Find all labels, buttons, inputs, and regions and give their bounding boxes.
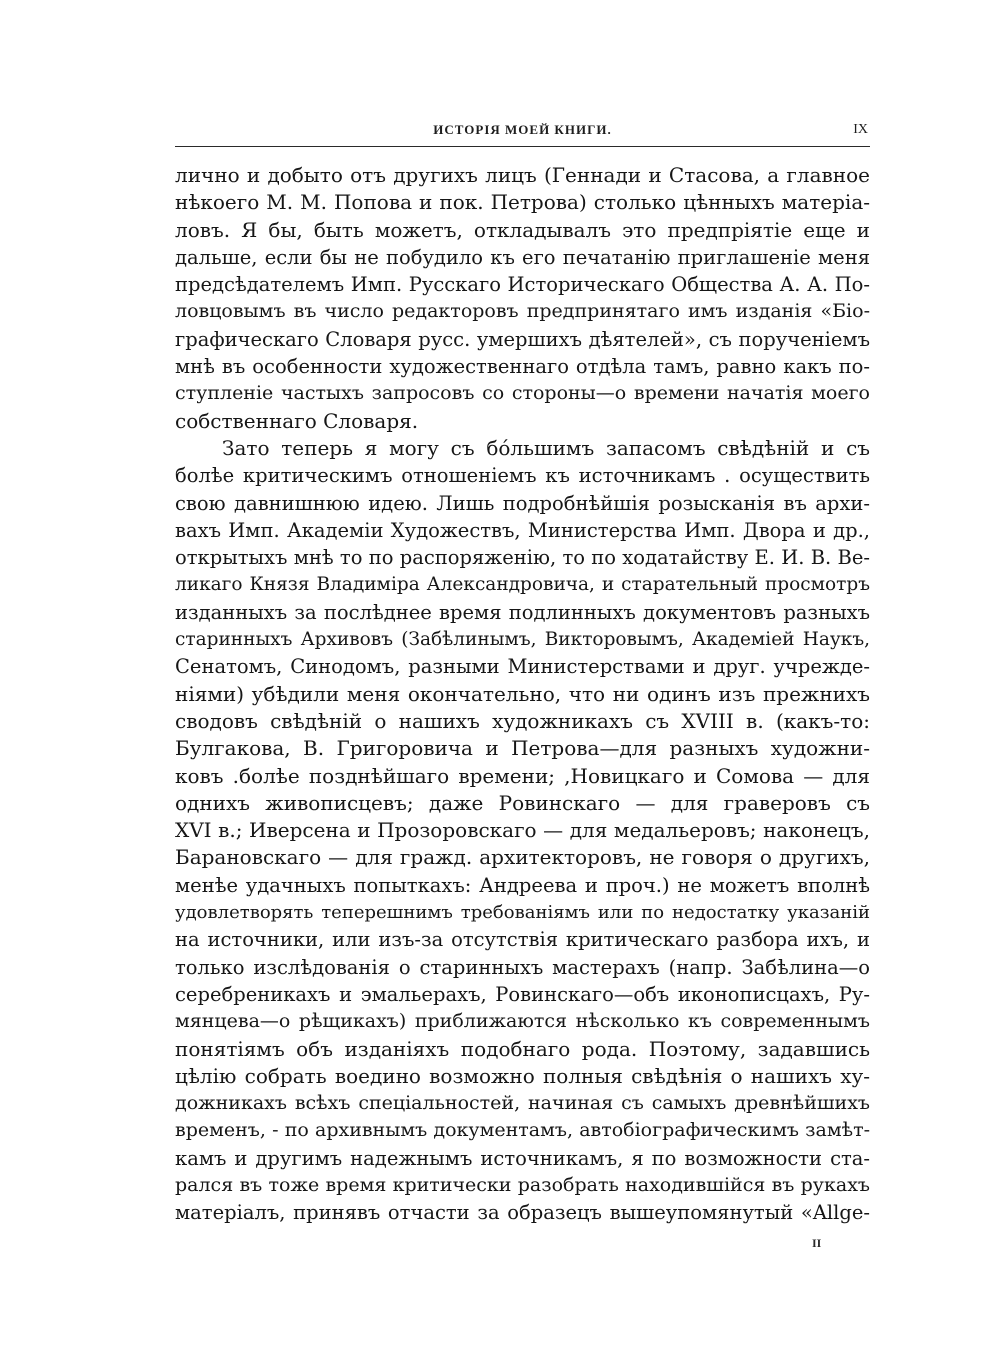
text-line-18: старинныхъ Архивовъ (Забѣлинымъ, Викторовымъ, Академіей Наукъ,	[175, 629, 870, 651]
text-line-33: понятіямъ объ изданіяхъ подобнаго рода. Поэтому, задавшись	[175, 1036, 870, 1061]
text-line-29: на источники, или изъ-за отсутствія критическаго разбора ихъ, и	[175, 928, 870, 952]
text-line-12: болѣе критическимъ отношеніемъ къ источникамъ . осуществить	[175, 464, 870, 488]
text-line-37: камъ и другимъ надежнымъ источникамъ, я по возможности ста-	[175, 1146, 870, 1170]
text-line-38: рался въ тоже время критически разобрать находившійся въ рукахъ	[175, 1173, 870, 1196]
text-line-23: ковъ .болѣе позднѣйшаго времени; ,Новицкаго и Сомова — для	[175, 763, 870, 788]
running-head	[175, 122, 870, 144]
text-line-24: однихъ живописцевъ; даже Ровинскаго — для граверовъ съ	[175, 790, 870, 815]
text-line-28: удовлетворять теперешнимъ требованіямъ или по недостатку указаній	[175, 902, 870, 924]
signature-mark: II	[812, 1236, 822, 1250]
text-line-25: XVI в.; Иверсена и Прозоровскаго — для медальеровъ; наконецъ,	[175, 818, 870, 843]
text-line-13: свою давнишнюю идею. Лишь подробнѣйшія розысканія въ архи-	[175, 491, 870, 515]
text-line-1: лично и добыто отъ другихъ лицъ (Геннади и Стасова, а главное	[175, 163, 870, 187]
text-line-32: мянцева—о рѣщикахъ) приближаются нѣсколько къ современнымъ	[175, 1010, 870, 1033]
text-line-2: нѣкоего М. М. Попова и пок. Петрова) столько цѣнныхъ матеріа-	[175, 190, 870, 215]
body-text	[175, 162, 870, 1227]
text-line-19: Сенатомъ, Синодомъ, разными Министерствами и друг. учрежде-	[175, 655, 870, 679]
text-line-3: ловъ. Я бы, быть можетъ, откладывалъ это предпріятіе еще и	[175, 217, 870, 242]
text-line-8: мнѣ въ особенности художественнаго отдѣла тамъ, равно какъ по-	[175, 355, 870, 379]
text-line-30: только изслѣдованія о старинныхъ мастерахъ (напр. Забѣлина—о	[175, 955, 870, 979]
text-line-35: дожникахъ всѣхъ спеціальностей, начиная съ самыхъ древнѣйшихъ	[175, 1092, 870, 1115]
text-line-21: сводовъ свѣдѣній о нашихъ художникахъ съ XVIII в. (какъ-то:	[175, 708, 870, 733]
text-line-14: вахъ Имп. Академіи Художествъ, Министерства Имп. Двора и др.,	[175, 518, 870, 542]
text-line-10: собственнаго Словаря.	[175, 408, 419, 433]
text-line-39: матеріалъ, принявъ отчасти за образецъ вышеупомянутый «Allge-	[175, 1201, 870, 1225]
header-rule	[175, 146, 870, 147]
text-line-20: ніями) убѣдили меня окончательно, что ни одинъ изъ прежнихъ	[175, 681, 870, 706]
text-line-4: дальше, если бы не побудило къ его печатанію приглашеніе меня	[175, 245, 870, 269]
text-line-15: открытыхъ мнѣ то по распоряженію, то по ходатайству Е. И. В. Ве-	[175, 546, 870, 570]
text-line-9: ступленіе частыхъ запросовъ со стороны—о времени начатія моего	[175, 382, 870, 405]
text-line-36: временъ, - по архивнымъ документамъ, автобіографическимъ замѣт-	[175, 1119, 870, 1142]
text-line-26: Барановскаго — для гражд. архитекторовъ, не говоря о другихъ,	[175, 845, 870, 870]
text-line-17: изданныхъ за послѣднее время подлинныхъ документовъ разныхъ	[175, 600, 870, 624]
text-line-27: менѣе удачныхъ попыткахъ: Андреева и проч.) не можетъ вполнѣ	[175, 873, 870, 897]
page-number: IX	[853, 122, 868, 137]
text-line-5: предсѣдателемъ Имп. Русскаго Историческаго Общества А. А. По-	[175, 273, 870, 297]
text-line-31: серебреникахъ и эмальерахъ, Ровинскаго—объ иконописцахъ, Ру-	[175, 982, 870, 1006]
text-line-34: цѣлію собрать воедино возможно полныя свѣдѣнія о нашихъ ху-	[175, 1063, 870, 1088]
text-line-11: Зато теперь я могу съ бóльшимъ запасомъ свѣдѣній и съ	[222, 435, 870, 460]
text-line-16: ликаго Князя Владиміра Александровича, и старательный просмотръ	[175, 574, 870, 596]
text-line-7: графическаго Словаря русс. умершихъ дѣятелей», съ порученіемъ	[175, 327, 870, 351]
text-line-6: ловцовымъ въ число редакторовъ предпринятаго имъ изданія «Біо-	[175, 300, 870, 323]
text-line-22: Булгакова, В. Григоровича и Петрова—для разныхъ художни-	[175, 736, 870, 761]
running-title: ИСТОРІЯ МОЕЙ КНИГИ.	[433, 122, 612, 137]
